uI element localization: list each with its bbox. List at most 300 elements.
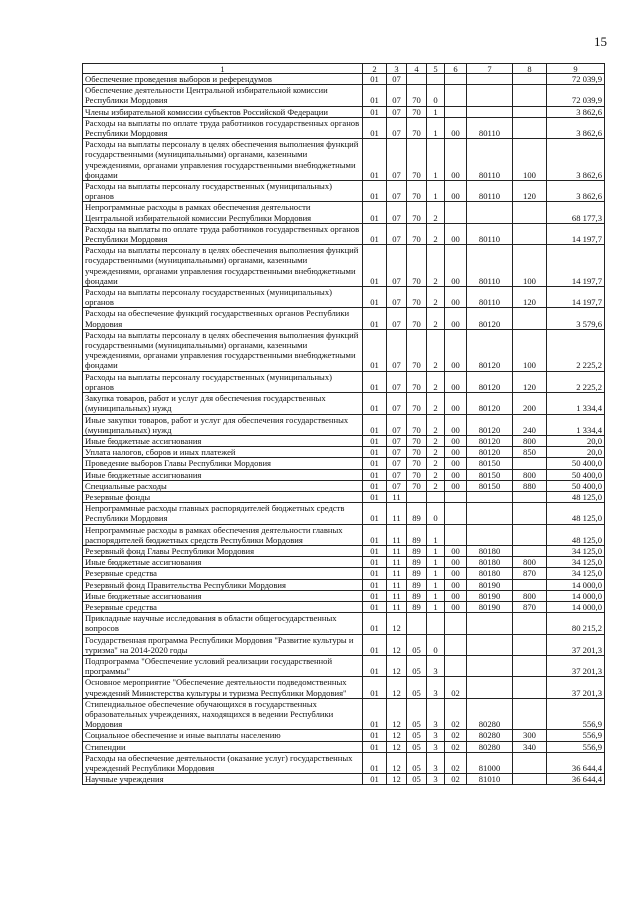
- activity-code-cell: [445, 613, 467, 634]
- activity-code-cell: [445, 491, 467, 502]
- table-row: [83, 393, 605, 414]
- section-code-cell: 01: [363, 308, 387, 329]
- subsection-code-cell: 07: [387, 414, 407, 435]
- subprogram-code-cell: 3: [427, 741, 445, 752]
- subprogram-code-cell: 3: [427, 698, 445, 730]
- subprogram-code-cell: 0: [427, 85, 445, 106]
- section-code-cell: 01: [363, 634, 387, 655]
- amount-cell: 1 334,4: [547, 393, 605, 414]
- amount-cell: 48 125,0: [547, 524, 605, 545]
- program-code-cell: 89: [407, 557, 427, 568]
- expense-name-cell: Подпрограмма "Обеспечение условий реализации государственной программы": [83, 655, 363, 676]
- subprogram-code-cell: 2: [427, 287, 445, 308]
- section-code-cell: 01: [363, 414, 387, 435]
- direction-code-cell: 80150: [467, 458, 513, 469]
- subprogram-code-cell: 0: [427, 634, 445, 655]
- section-code-cell: 01: [363, 287, 387, 308]
- direction-code-cell: [467, 677, 513, 698]
- subprogram-code-cell: 1: [427, 601, 445, 612]
- expense-name-cell: Расходы на выплаты персоналу государственных (муниципальных) органов: [83, 181, 363, 202]
- table-row: [83, 741, 605, 752]
- table-row: [83, 568, 605, 579]
- amount-cell: 14 197,7: [547, 223, 605, 244]
- table-row: [83, 414, 605, 435]
- subsection-code-cell: 11: [387, 601, 407, 612]
- expense-name-cell: Расходы на выплаты персоналу государственных (муниципальных) органов: [83, 287, 363, 308]
- header-cell: 8: [513, 64, 547, 74]
- activity-code-cell: 02: [445, 741, 467, 752]
- direction-code-cell: 80120: [467, 308, 513, 329]
- program-code-cell: 89: [407, 545, 427, 556]
- subprogram-code-cell: 2: [427, 245, 445, 287]
- direction-code-cell: 80280: [467, 730, 513, 741]
- expense-name-cell: Расходы на выплаты персоналу в целях обеспечения выполнения функций государственными (муниципальными) органами, казенными учреждениями, органами управления государственными внебюджетными фондами: [83, 329, 363, 371]
- amount-cell: 80 215,2: [547, 613, 605, 634]
- program-code-cell: 70: [407, 117, 427, 138]
- subsection-code-cell: 07: [387, 106, 407, 117]
- subsection-code-cell: 11: [387, 491, 407, 502]
- expense-name-cell: Основное мероприятие "Обеспечение деятельности подведомственных учреждений Министерства культуры и туризма Республики Мордовия": [83, 677, 363, 698]
- expense-name-cell: Обеспечение проведения выборов и референдумов: [83, 74, 363, 85]
- section-code-cell: 01: [363, 613, 387, 634]
- subprogram-code-cell: [427, 74, 445, 85]
- table-row: [83, 245, 605, 287]
- activity-code-cell: 00: [445, 568, 467, 579]
- subsection-code-cell: 07: [387, 287, 407, 308]
- expense-type-cell: [513, 308, 547, 329]
- section-code-cell: 01: [363, 74, 387, 85]
- direction-code-cell: 80110: [467, 117, 513, 138]
- expense-type-cell: [513, 698, 547, 730]
- expense-type-cell: 300: [513, 730, 547, 741]
- subsection-code-cell: 07: [387, 458, 407, 469]
- expense-type-cell: [513, 774, 547, 785]
- header-row: [83, 64, 605, 74]
- table-row: [83, 579, 605, 590]
- expense-name-cell: Иные бюджетные ассигнования: [83, 469, 363, 480]
- expense-name-cell: Стипендиальное обеспечение обучающихся в государственных образовательных учреждениях, находящихся в ведении Республики Мордовия: [83, 698, 363, 730]
- section-code-cell: 01: [363, 741, 387, 752]
- expense-type-cell: 100: [513, 245, 547, 287]
- table-row: [83, 557, 605, 568]
- subprogram-code-cell: [427, 613, 445, 634]
- program-code-cell: 70: [407, 181, 427, 202]
- direction-code-cell: 80190: [467, 579, 513, 590]
- amount-cell: 34 125,0: [547, 545, 605, 556]
- direction-code-cell: [467, 202, 513, 223]
- activity-code-cell: 02: [445, 752, 467, 773]
- program-code-cell: 70: [407, 480, 427, 491]
- table-row: [83, 503, 605, 524]
- program-code-cell: 05: [407, 655, 427, 676]
- direction-code-cell: 80280: [467, 698, 513, 730]
- program-code-cell: 70: [407, 414, 427, 435]
- subprogram-code-cell: 1: [427, 106, 445, 117]
- amount-cell: 14 000,0: [547, 601, 605, 612]
- direction-code-cell: 80180: [467, 557, 513, 568]
- activity-code-cell: 00: [445, 435, 467, 446]
- amount-cell: 72 039,9: [547, 74, 605, 85]
- program-code-cell: 70: [407, 458, 427, 469]
- table-row: [83, 117, 605, 138]
- expense-type-cell: 200: [513, 393, 547, 414]
- section-code-cell: 01: [363, 480, 387, 491]
- table-row: [83, 202, 605, 223]
- amount-cell: 14 197,7: [547, 245, 605, 287]
- direction-code-cell: 80110: [467, 287, 513, 308]
- subsection-code-cell: 11: [387, 524, 407, 545]
- expense-name-cell: Иные бюджетные ассигнования: [83, 435, 363, 446]
- amount-cell: 37 201,3: [547, 677, 605, 698]
- section-code-cell: 01: [363, 458, 387, 469]
- expense-type-cell: [513, 752, 547, 773]
- section-code-cell: 01: [363, 223, 387, 244]
- table-row: [83, 181, 605, 202]
- activity-code-cell: 02: [445, 677, 467, 698]
- expense-type-cell: [513, 579, 547, 590]
- subprogram-code-cell: 3: [427, 677, 445, 698]
- activity-code-cell: 00: [445, 245, 467, 287]
- expense-type-cell: 870: [513, 601, 547, 612]
- expense-type-cell: [513, 677, 547, 698]
- expense-name-cell: Специальные расходы: [83, 480, 363, 491]
- amount-cell: 1 334,4: [547, 414, 605, 435]
- table-row: [83, 524, 605, 545]
- table-row: [83, 329, 605, 371]
- direction-code-cell: 80180: [467, 545, 513, 556]
- activity-code-cell: [445, 106, 467, 117]
- section-code-cell: 01: [363, 730, 387, 741]
- activity-code-cell: [445, 655, 467, 676]
- expense-type-cell: 800: [513, 590, 547, 601]
- program-code-cell: 70: [407, 287, 427, 308]
- expense-name-cell: Члены избирательной комиссии субъектов Российской Федерации: [83, 106, 363, 117]
- subsection-code-cell: 07: [387, 480, 407, 491]
- activity-code-cell: 00: [445, 223, 467, 244]
- subsection-code-cell: 11: [387, 590, 407, 601]
- direction-code-cell: 80280: [467, 741, 513, 752]
- expense-type-cell: [513, 85, 547, 106]
- direction-code-cell: [467, 74, 513, 85]
- header-cell: 7: [467, 64, 513, 74]
- expense-name-cell: Расходы на выплаты персоналу в целях обеспечения выполнения функций государственными (муниципальными) органами, казенными учреждениями, органами управления государственными внебюджетными фондами: [83, 139, 363, 181]
- expense-type-cell: [513, 503, 547, 524]
- expense-type-cell: 340: [513, 741, 547, 752]
- direction-code-cell: 80120: [467, 393, 513, 414]
- section-code-cell: 01: [363, 469, 387, 480]
- section-code-cell: 01: [363, 579, 387, 590]
- expense-name-cell: Резервный фонд Главы Республики Мордовия: [83, 545, 363, 556]
- program-code-cell: 05: [407, 741, 427, 752]
- program-code-cell: 70: [407, 202, 427, 223]
- amount-cell: 37 201,3: [547, 655, 605, 676]
- expense-type-cell: [513, 202, 547, 223]
- subprogram-code-cell: 3: [427, 774, 445, 785]
- subsection-code-cell: 07: [387, 371, 407, 392]
- expense-type-cell: 800: [513, 435, 547, 446]
- section-code-cell: 01: [363, 774, 387, 785]
- subprogram-code-cell: 2: [427, 393, 445, 414]
- amount-cell: 36 644,4: [547, 774, 605, 785]
- expense-type-cell: [513, 74, 547, 85]
- expense-name-cell: Научные учреждения: [83, 774, 363, 785]
- expense-type-cell: [513, 117, 547, 138]
- section-code-cell: 01: [363, 117, 387, 138]
- activity-code-cell: 00: [445, 329, 467, 371]
- activity-code-cell: 00: [445, 414, 467, 435]
- subprogram-code-cell: 1: [427, 545, 445, 556]
- header-cell: 2: [363, 64, 387, 74]
- section-code-cell: 01: [363, 590, 387, 601]
- expense-name-cell: Резервный фонд Правительства Республики Мордовия: [83, 579, 363, 590]
- amount-cell: 14 197,7: [547, 287, 605, 308]
- program-code-cell: 89: [407, 590, 427, 601]
- activity-code-cell: 02: [445, 730, 467, 741]
- amount-cell: 14 000,0: [547, 579, 605, 590]
- table-row: [83, 698, 605, 730]
- subsection-code-cell: 07: [387, 74, 407, 85]
- expense-type-cell: 880: [513, 480, 547, 491]
- subprogram-code-cell: 2: [427, 329, 445, 371]
- direction-code-cell: 80110: [467, 139, 513, 181]
- expense-type-cell: 240: [513, 414, 547, 435]
- activity-code-cell: 00: [445, 308, 467, 329]
- amount-cell: 34 125,0: [547, 557, 605, 568]
- subprogram-code-cell: 2: [427, 308, 445, 329]
- expense-type-cell: [513, 524, 547, 545]
- expense-name-cell: Расходы на выплаты по оплате труда работников государственных органов Республики Мордовия: [83, 117, 363, 138]
- expense-name-cell: Расходы на выплаты персоналу в целях обеспечения выполнения функций государственными (муниципальными) органами, казенными учреждениями, органами управления государственными внебюджетными фондами: [83, 245, 363, 287]
- subprogram-code-cell: 1: [427, 181, 445, 202]
- program-code-cell: [407, 613, 427, 634]
- program-code-cell: 89: [407, 524, 427, 545]
- table-row: [83, 74, 605, 85]
- expense-name-cell: Обеспечение деятельности Центральной избирательной комиссии Республики Мордовия: [83, 85, 363, 106]
- section-code-cell: 01: [363, 181, 387, 202]
- section-code-cell: 01: [363, 557, 387, 568]
- header-cell: 9: [547, 64, 605, 74]
- amount-cell: 3 862,6: [547, 139, 605, 181]
- subsection-code-cell: 11: [387, 545, 407, 556]
- subsection-code-cell: 12: [387, 655, 407, 676]
- direction-code-cell: [467, 613, 513, 634]
- subprogram-code-cell: 2: [427, 480, 445, 491]
- subprogram-code-cell: 1: [427, 568, 445, 579]
- program-code-cell: 70: [407, 371, 427, 392]
- expense-name-cell: Резервные средства: [83, 568, 363, 579]
- section-code-cell: 01: [363, 447, 387, 458]
- subprogram-code-cell: 1: [427, 524, 445, 545]
- activity-code-cell: [445, 503, 467, 524]
- amount-cell: 2 225,2: [547, 371, 605, 392]
- subprogram-code-cell: 0: [427, 503, 445, 524]
- section-code-cell: 01: [363, 491, 387, 502]
- program-code-cell: 70: [407, 435, 427, 446]
- table-row: [83, 139, 605, 181]
- subprogram-code-cell: 1: [427, 557, 445, 568]
- activity-code-cell: [445, 74, 467, 85]
- amount-cell: 36 644,4: [547, 752, 605, 773]
- amount-cell: 37 201,3: [547, 634, 605, 655]
- table-row: [83, 85, 605, 106]
- section-code-cell: 01: [363, 371, 387, 392]
- amount-cell: 556,9: [547, 730, 605, 741]
- activity-code-cell: 00: [445, 117, 467, 138]
- table-row: [83, 655, 605, 676]
- subprogram-code-cell: 3: [427, 752, 445, 773]
- activity-code-cell: 00: [445, 287, 467, 308]
- expense-type-cell: [513, 223, 547, 244]
- header-cell: 1: [83, 64, 363, 74]
- subprogram-code-cell: 2: [427, 435, 445, 446]
- section-code-cell: 01: [363, 698, 387, 730]
- amount-cell: 50 400,0: [547, 480, 605, 491]
- expense-type-cell: [513, 458, 547, 469]
- activity-code-cell: [445, 524, 467, 545]
- amount-cell: 34 125,0: [547, 568, 605, 579]
- header-cell: 3: [387, 64, 407, 74]
- amount-cell: 3 862,6: [547, 117, 605, 138]
- direction-code-cell: 80120: [467, 371, 513, 392]
- direction-code-cell: 80120: [467, 447, 513, 458]
- direction-code-cell: 80190: [467, 601, 513, 612]
- expense-name-cell: Непрограммные расходы в рамках обеспечения деятельности главных распорядителей бюджетных средств Республики Мордовия: [83, 524, 363, 545]
- direction-code-cell: [467, 85, 513, 106]
- amount-cell: 2 225,2: [547, 329, 605, 371]
- activity-code-cell: 00: [445, 371, 467, 392]
- expense-name-cell: Непрограммные расходы главных распорядителей бюджетных средств Республики Мордовия: [83, 503, 363, 524]
- subsection-code-cell: 07: [387, 139, 407, 181]
- amount-cell: 50 400,0: [547, 469, 605, 480]
- expense-type-cell: [513, 613, 547, 634]
- subsection-code-cell: 07: [387, 85, 407, 106]
- table-row: [83, 308, 605, 329]
- amount-cell: 20,0: [547, 435, 605, 446]
- subprogram-code-cell: 2: [427, 414, 445, 435]
- table-row: [83, 447, 605, 458]
- direction-code-cell: 80110: [467, 223, 513, 244]
- direction-code-cell: 80190: [467, 590, 513, 601]
- direction-code-cell: [467, 634, 513, 655]
- amount-cell: 3 862,6: [547, 181, 605, 202]
- direction-code-cell: [467, 503, 513, 524]
- subsection-code-cell: 12: [387, 741, 407, 752]
- subsection-code-cell: 07: [387, 435, 407, 446]
- expense-type-cell: 100: [513, 329, 547, 371]
- expense-name-cell: Иные бюджетные ассигнования: [83, 557, 363, 568]
- direction-code-cell: 80150: [467, 469, 513, 480]
- table-row: [83, 106, 605, 117]
- expense-name-cell: Уплата налогов, сборов и иных платежей: [83, 447, 363, 458]
- section-code-cell: 01: [363, 139, 387, 181]
- subprogram-code-cell: 1: [427, 590, 445, 601]
- direction-code-cell: [467, 106, 513, 117]
- amount-cell: 48 125,0: [547, 491, 605, 502]
- expense-name-cell: Резервные средства: [83, 601, 363, 612]
- table-row: [83, 371, 605, 392]
- amount-cell: 3 862,6: [547, 106, 605, 117]
- expense-name-cell: Иные бюджетные ассигнования: [83, 590, 363, 601]
- subprogram-code-cell: 2: [427, 447, 445, 458]
- subprogram-code-cell: 2: [427, 371, 445, 392]
- table-row: [83, 613, 605, 634]
- amount-cell: 556,9: [547, 741, 605, 752]
- activity-code-cell: [445, 202, 467, 223]
- program-code-cell: 70: [407, 469, 427, 480]
- direction-code-cell: 80120: [467, 414, 513, 435]
- subprogram-code-cell: 3: [427, 655, 445, 676]
- expense-type-cell: 800: [513, 557, 547, 568]
- expense-name-cell: Стипендии: [83, 741, 363, 752]
- section-code-cell: 01: [363, 106, 387, 117]
- table-row: [83, 491, 605, 502]
- subsection-code-cell: 07: [387, 308, 407, 329]
- expense-type-cell: [513, 634, 547, 655]
- amount-cell: 20,0: [547, 447, 605, 458]
- activity-code-cell: 00: [445, 181, 467, 202]
- program-code-cell: 05: [407, 698, 427, 730]
- expense-name-cell: Непрограммные расходы в рамках обеспечения деятельности Центральной избирательной комиссии Республики Мордовия: [83, 202, 363, 223]
- subsection-code-cell: 11: [387, 503, 407, 524]
- subprogram-code-cell: 2: [427, 469, 445, 480]
- subsection-code-cell: 12: [387, 730, 407, 741]
- subsection-code-cell: 07: [387, 202, 407, 223]
- program-code-cell: 05: [407, 752, 427, 773]
- activity-code-cell: 02: [445, 774, 467, 785]
- subsection-code-cell: 12: [387, 613, 407, 634]
- subsection-code-cell: 11: [387, 557, 407, 568]
- direction-code-cell: [467, 655, 513, 676]
- expense-name-cell: Проведение выборов Главы Республики Мордовия: [83, 458, 363, 469]
- activity-code-cell: [445, 634, 467, 655]
- program-code-cell: 70: [407, 106, 427, 117]
- program-code-cell: 05: [407, 634, 427, 655]
- section-code-cell: 01: [363, 545, 387, 556]
- expense-type-cell: 120: [513, 371, 547, 392]
- table-row: [83, 435, 605, 446]
- direction-code-cell: 80120: [467, 329, 513, 371]
- program-code-cell: 89: [407, 601, 427, 612]
- expense-name-cell: Иные закупки товаров, работ и услуг для обеспечения государственных (муниципальных) нужд: [83, 414, 363, 435]
- program-code-cell: [407, 74, 427, 85]
- expense-name-cell: Закупка товаров, работ и услуг для обеспечения государственных (муниципальных) нужд: [83, 393, 363, 414]
- expense-type-cell: 850: [513, 447, 547, 458]
- activity-code-cell: 00: [445, 601, 467, 612]
- program-code-cell: 89: [407, 503, 427, 524]
- expense-type-cell: 100: [513, 139, 547, 181]
- subsection-code-cell: 07: [387, 117, 407, 138]
- amount-cell: 68 177,3: [547, 202, 605, 223]
- section-code-cell: 01: [363, 655, 387, 676]
- activity-code-cell: [445, 85, 467, 106]
- program-code-cell: 70: [407, 85, 427, 106]
- table-row: [83, 634, 605, 655]
- amount-cell: 14 000,0: [547, 590, 605, 601]
- subprogram-code-cell: 2: [427, 458, 445, 469]
- expense-type-cell: [513, 106, 547, 117]
- subsection-code-cell: 07: [387, 223, 407, 244]
- activity-code-cell: 02: [445, 698, 467, 730]
- program-code-cell: 70: [407, 139, 427, 181]
- amount-cell: 50 400,0: [547, 458, 605, 469]
- section-code-cell: 01: [363, 677, 387, 698]
- activity-code-cell: 00: [445, 590, 467, 601]
- subprogram-code-cell: 1: [427, 117, 445, 138]
- amount-cell: 72 039,9: [547, 85, 605, 106]
- expense-type-cell: 800: [513, 469, 547, 480]
- subsection-code-cell: 07: [387, 393, 407, 414]
- amount-cell: 3 579,6: [547, 308, 605, 329]
